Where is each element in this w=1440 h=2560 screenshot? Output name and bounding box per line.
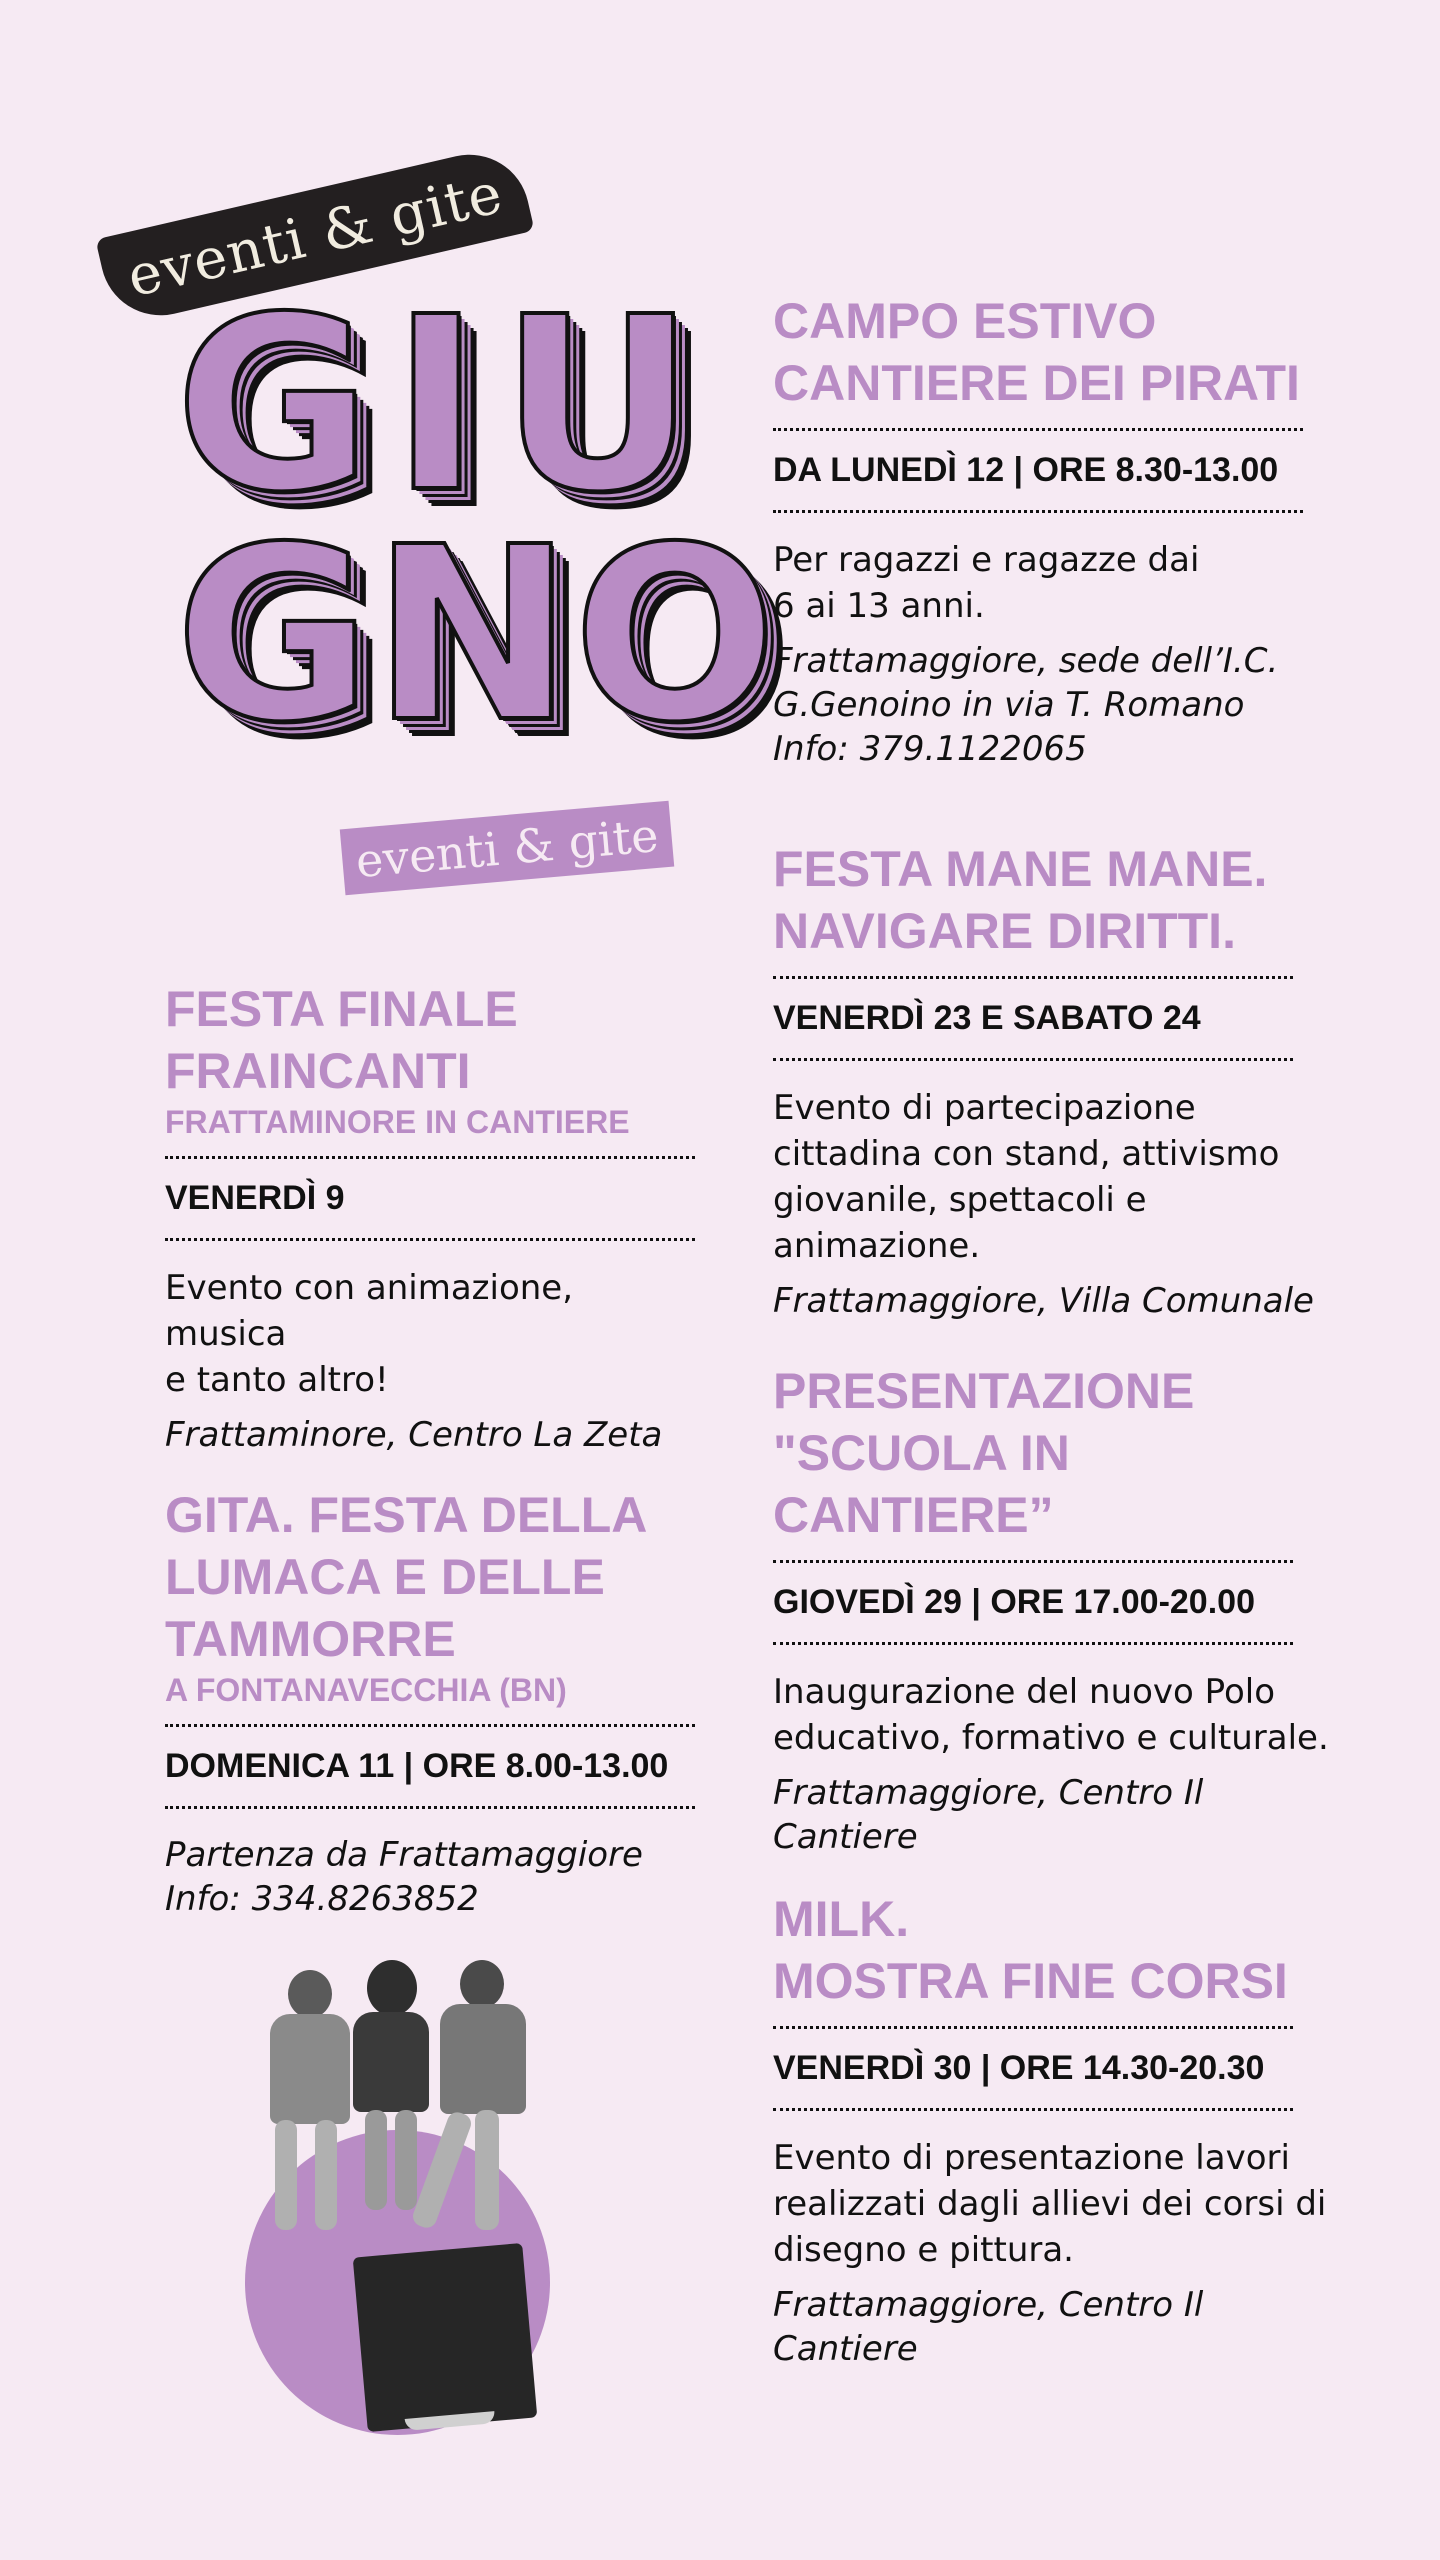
event-description: Evento di presentazione lavori realizzati dagli allievi dei corsi di disegno e pittura. — [773, 2138, 1327, 2270]
friends-illustration — [240, 1960, 560, 2480]
ribbon-bottom-banner: eventi & gite — [340, 801, 674, 896]
event-title: FESTA MANE MANE. NAVIGARE DIRITTI. — [773, 841, 1268, 959]
event-gita-lumaca — [165, 1484, 695, 1921]
event-festa-finale — [165, 978, 695, 1457]
event-place: Partenza da Frattamaggiore Info: 334.8263852 — [165, 1835, 643, 1919]
title-letter: G — [175, 495, 372, 775]
event-date: VENERDÌ 23 E SABATO 24 — [773, 976, 1293, 1061]
event-description: Evento di partecipazione cittadina con stand, attivismo giovanile, spettacoli e animazione. — [773, 1088, 1280, 1266]
event-title: PRESENTAZIONE "SCUOLA IN CANTIERE” — [773, 1363, 1195, 1543]
event-place: Frattaminore, Centro La Zeta — [165, 1415, 663, 1455]
event-description: Inaugurazione del nuovo Polo educativo, formativo e culturale. — [773, 1672, 1329, 1758]
monitor-graphic — [353, 2243, 538, 2432]
event-description: Per ragazzi e ragazze dai 6 ai 13 anni. — [773, 540, 1200, 626]
ribbon-top-banner: eventi & gite — [95, 143, 534, 327]
event-festa-mane-mane — [773, 838, 1333, 1323]
event-title: CAMPO ESTIVO CANTIERE DEI PIRATI — [773, 293, 1300, 411]
event-description: Evento con animazione, musica e tanto altro! — [165, 1268, 574, 1400]
title-letter: G — [175, 265, 372, 545]
event-title: FESTA FINALE FRAINCANTI — [165, 981, 518, 1099]
event-milk-mostra — [773, 1888, 1333, 2371]
event-date: VENERDÌ 9 — [165, 1156, 695, 1241]
title-letter: O — [572, 495, 777, 775]
title-letter: U — [500, 265, 695, 545]
event-place: Frattamaggiore, sede dell’I.C. G.Genoino in via T. Romano Info: 379.1122065 — [773, 641, 1279, 769]
title-line-1 — [175, 265, 695, 545]
event-subtitle: FRATTAMINORE IN CANTIERE — [165, 1104, 630, 1140]
event-date: VENERDÌ 30 | ORE 14.30-20.30 — [773, 2026, 1293, 2111]
event-place: Frattamaggiore, Centro Il Cantiere — [773, 1773, 1204, 1857]
event-place: Frattamaggiore, Villa Comunale — [773, 1281, 1314, 1321]
event-date: DA LUNEDÌ 12 | ORE 8.30-13.00 — [773, 428, 1303, 513]
event-place: Frattamaggiore, Centro Il Cantiere — [773, 2285, 1204, 2369]
event-presentazione-scuola — [773, 1360, 1333, 1859]
event-campo-estivo — [773, 290, 1303, 771]
title-letter: I — [391, 265, 481, 545]
title-letter: N — [372, 495, 573, 775]
event-date: GIOVEDÌ 29 | ORE 17.00-20.00 — [773, 1560, 1293, 1645]
event-title: GITA. FESTA DELLA LUMACA E DELLE TAMMORRE — [165, 1487, 648, 1667]
title-line-2 — [175, 495, 777, 775]
event-subtitle: A FONTANAVECCHIA (BN) — [165, 1672, 567, 1708]
event-date: DOMENICA 11 | ORE 8.00-13.00 — [165, 1724, 695, 1809]
event-title: MILK. MOSTRA FINE CORSI — [773, 1891, 1288, 2009]
